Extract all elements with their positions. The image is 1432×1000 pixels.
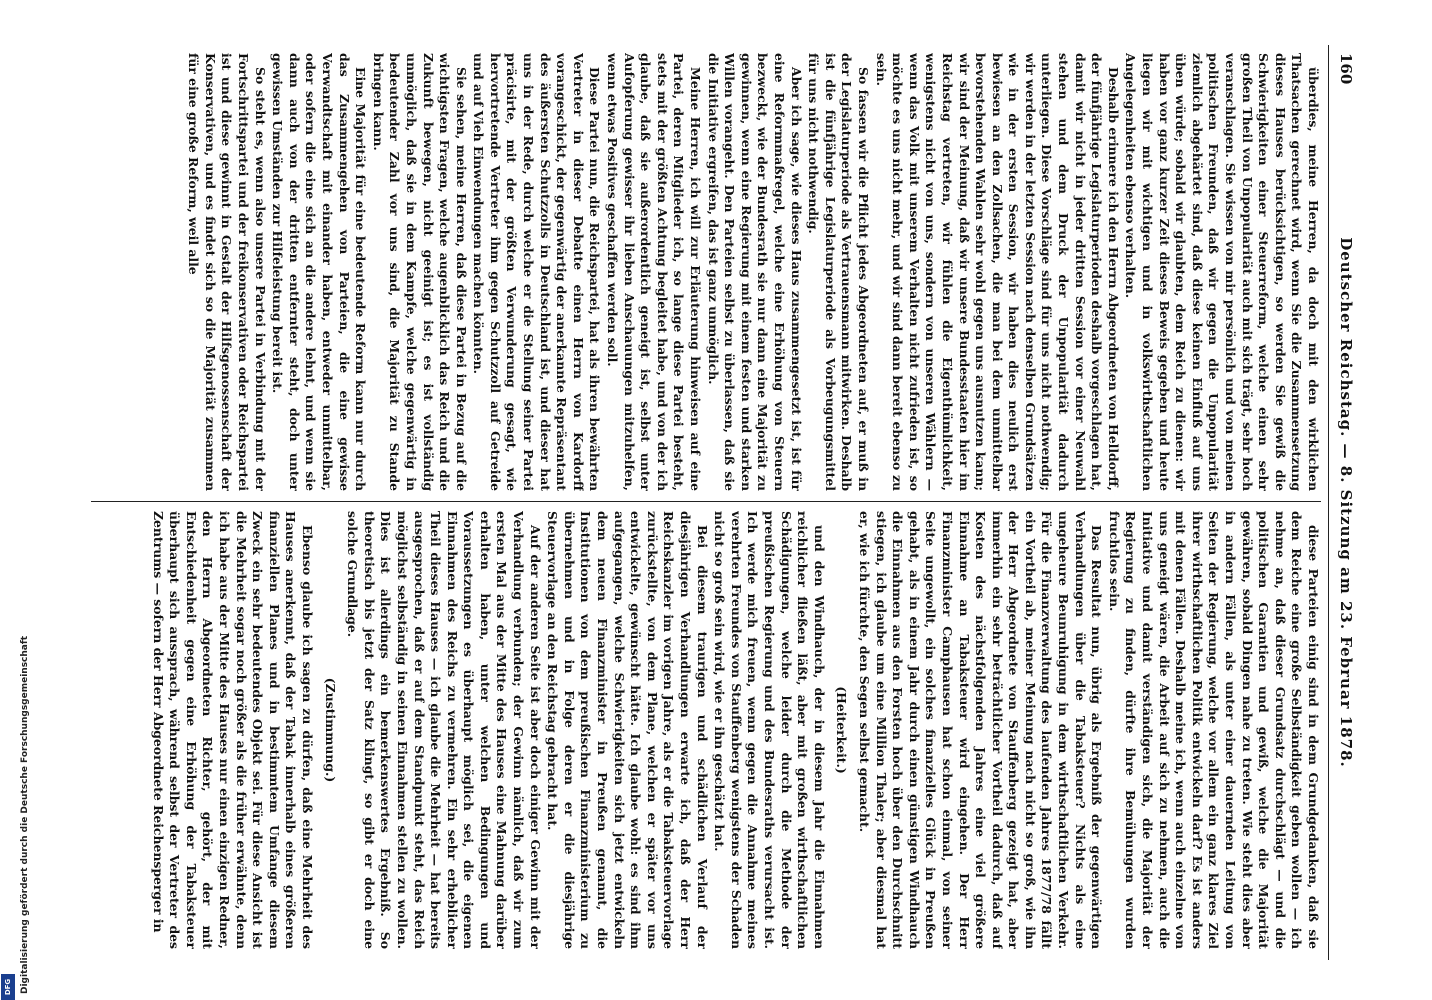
- paragraph: diese Parteien einig sind in dem Grundgedanken, daß sie dem Reiche eine große Selbständigkeit geben wollen — ich nehme an, daß dieser Grundsatz durchschlägt — und die politischen Garantien und gewiß, welche die Majorität gewähren, sobald Dingen nahe zu treten. Wie steht dies aber in andern Fällen, als unter einer dauernden Leitung von Seiten der Regierung, welche vor allem ein ganz klares Ziel ihrer wirthschaftlichen Politik entwickeln darf? Es ist anders mit denen Fällen. Deshalb meine ich, wenn auch einzelne von uns geneigt wären, die Arbeit auf sich zu nehmen, auch die Initiative und damit verständigen sich, die Majorität der Regierung zu finden, dürfte ihre Bemühungen wurden fruchtlos sein.: [1106, 511, 1321, 949]
- paragraph: Auf der anderen Seite ist aber doch einiger Gewinn mit der Verhandlung verbunden; der Gewinn nämlich, daß wir zum ersten Mal aus der Mitte des Hauses eine Mahnung darüber erhalten haben, unter welchen Bedingungen und Voraussetzungen es überhaupt möglich sei, die eigenen Einnahmen des Reichs zu vermehren. Ein sehr erheblicher Theil dieses Hauses — ich glaube die Mehrheit — hat bereits ausgesprochen, daß er auf dem Standpunkt steht, das Reich möglichst selbständig in seinen Einnahmen stellen zu wollen. Dies ist allerdings ein bemerkenswertes Ergebniß. So theoretisch bis jetzt der Satz klingt, so gibt er doch eine solche Grundlage.: [345, 511, 543, 949]
- stage-direction: (Zustimmung.): [322, 677, 338, 783]
- paragraph: und den Windhauch, der in diesem Jahr die Einnahmen reichlicher fließen läßt, aber mit großen wirthschaftlichen Schädigungen, welche leider durch die Methode der preußischen Regierung und des Bundesraths verursacht ist. Ich werde mich freuen, wenn gegen die Annahme meines verehrten Freundes von Stauffenberg wenigstens der Schaden nicht so groß sein wird, wie er ihn geschätzt hat.: [712, 511, 827, 949]
- paragraph: So steht es, wenn also unsere Partei in Verbindung mit der Fortschrittspartei und der freikonservativen oder Reichspartei ist und diese gewinnt in Gestalt der Hilfsgenossenschaft der Konservativen, und es findet sich so die Majorität zusammen für eine große Reform, weil alle: [186, 53, 268, 491]
- paragraph: Bei diesem traurigen und schädlichen Verlauf der diesjährigen Verhandlungen erwarte ich, daß der Herr Reichskanzler im vorigen Jahre, als er die Tabaksteuervorlage zurückstellte, von dem Plane, welchen er später vor uns entwickelte, gewünscht hätte. Ich glaube wohl: es sind ihm aufgegangen, welche Schwierigkeiten sich jetzt entwickeln dem neuen Finanzminister in Preußen genannt, die Institutionen von dem preußischen Finanzministerium zu übernehmen und in Folge deren er die diesjährige Steuervorlage an den Reichstag gebracht hat.: [545, 511, 710, 949]
- credit-text: Digitalisierung gefördert durch die Deutsche Forschungsgemeinschaft: [20, 635, 30, 994]
- digitization-credit: [2, 574, 30, 994]
- right-column: [86, 511, 1321, 949]
- column-divider: [91, 501, 1321, 502]
- stage-direction: (Heiterkeit.): [834, 686, 850, 774]
- paragraph: So fassen wir die Pflicht jedes Abgeordneten auf, er muß in der Legislaturperiode als Vertrauensmann mitwirken. Deshalb ist die fünfjährige Legislaturperiode als Vorbeugungsmittel für uns nicht nothwendig.: [806, 53, 871, 491]
- paragraph: Deshalb erinnere ich den Herrn Abgeordneten von Helldorff, der fünfjährige Legislaturperioden deshalb vorgeschlagen hat, damit wir nicht in jeder dritten Session vor einer Neuwahl stehen und dem Druck der Unpopularität dadurch unterliegen. Diese Vorschläge sind für uns nicht nothwendig; wir werden in der letzten Session nach denselben Grundsätzen wie in der ersten Session, wir haben dies neulich erst bewiesen an den Zollsachen, die man bei dem unmittelbar bevorstehenden Wahlen sehr wohl gegen uns ausnutzen kann; wir sind der Meinung, daß wir unsere Bundesstaaten hier im Reichstag vertreten, wir fühlen die Eigenthümlichkeit, wenigstens nicht von uns, sondern von unseren Wählern — wenn das Volk mit unserem Verhalten nicht zufrieden ist, so möchte es uns nicht mehr, und wir sind dann bereit ebenso zu sein.: [873, 53, 1121, 491]
- paragraph: Ebenso glaube ich sagen zu dürfen, daß eine Mehrheit des Hauses anerkennt, daß der Tabak innerhalb eines größeren finanziellen Planes und in bestimmtem Umfange diesem Zweck ein sehr bedeutendes Objekt sei. Für diese Ansicht ist die Mehrheit sogar noch größer als die früher erwähnte, denn ich habe aus der Mitte des Hauses nur einen einzigen Redner, den Herrn Abgeordneten Richter, gehört, der mit Entschiedenheit gegen eine Erhöhung der Tabaksteuer überhaupt sich aussprach, während selbst der Vertreter des Zentrums — sofern der Herr Abgeordnete Reichensperger in: [150, 511, 315, 949]
- paragraph: Meine Herren, ich will zur Erläuterung hinweisen auf eine Partei, deren Mitglieder ich, so lange diese Partei besteht, stets mit der größten Achtung begleitet habe, und von der ich glaube, daß sie außerordentlich geneigt ist, selbst unter Aufopferung gewisser ihr lieben Anschauungen mitzuhelfen, wenn etwas Positives geschaffen werden soll.: [605, 53, 704, 491]
- running-title: Deutscher Reichstag. — 8. Sitzung am 23. Februar 1878.: [1337, 237, 1355, 768]
- paragraph: Sie sehen, meine Herren, daß diese Partei in Bezug auf die wichtigsten Fragen, welche augenblicklich das Reich und die Zukunft bewegen, nicht geeinigt ist; es ist vollständig unmöglich, daß sie in dem Kampfe, welche gegenwärtig in bedeutender Zahl vor uns sind, die Majorität zu Stande bringen kann.: [370, 53, 469, 491]
- page-header: [1328, 45, 1365, 960]
- paragraph: überdies, meine Herren, da doch mit den wirklichen Thatsachen gerechnet wird, wenn Sie die Zusammensetzung dieses Hauses berücksichtigen, so werden Sie gewiß die Schwierigkeiten einer Steuerreform, welche einen sehr großen Theil von Unpopularität auch mit sich trägt, sehr hoch veranschlagen. Sie wissen von mir persönlich und von meinen politischen Freunden, daß wir gegen die Unpopularität ziemlich abgehärtet sind, daß diese keinen Einfluß auf uns üben würde; sobald wir glaubten, dem Reich zu dienen: wir haben vor ganz kurzer Zeit dieses Beweis gegeben und heute liegen wir mit wichtigen und in volkswirthschaftlichen Angelegenheiten ebenso verhalten.: [1123, 53, 1321, 491]
- paragraph: Aber ich sage, wie dieses Haus zusammengesetzt ist, ist für eine Reformmaßregel, welche eine Erhöhung von Steuern bezweckt, wie der Bundesrath sie nur dann eine Majorität zu gewinnen, wenn eine Regierung mit einem festen und starken Willen vorangeht. Den Parteien selbst zu überlassen, daß sie die Initiative ergreifen, das ist ganz unmöglich.: [705, 53, 804, 491]
- page-number: 160: [1337, 53, 1355, 85]
- paragraph: Das Resultat nun, übrig als Ergebniß der gegenwärtigen Verhandlungen über die Tabaksteuer? Nichts als eine ungeheure Beunruhigung in dem wirthschaftlichen Verkehr. Für die Finanzverwaltung des laufenden Jahres 1877/78 fällt ein Vortheil ab, meiner Meinung nach nicht so groß, wie ihn der Herr Abgeordnete von Stauffenberg gezeigt hat, aber immerhin ein sehr beträchtlicher Vortheil dadurch, daß auf Kosten des nächstfolgenden Jahres eine viel größere Einnahme an Tabaksteuer wird eingehen. Der Herr Finanzminister Camphausen hat schon einmal, von seiner Seite ungewollt, ein solches finanzielles Glück in Preußen gehabt, als in einem Jahr durch einen günstigen Windhauch die Einnahmen aus den Forsten hoch über den Durchschnitt stiegen, ich glaube um eine Million Thaler; aber diesmal hat er, wie ich fürchte, den Segen selbst gemacht.: [856, 511, 1105, 949]
- scanned-page: [80, 45, 1365, 960]
- dfg-logo-icon: [1, 974, 15, 1000]
- paragraph: Diese Partei nun, die Reichspartei, hat als ihren bewährten Vertreter in dieser Debatte einen Herrn von Kardorff vorangeschickt, der gegenwärtig der anerkannte Repräsentant des äußersten Schutzzolls in Deutschland ist, und dieser hat uns in der Rede, durch welche er die Stellung seiner Partei präcisirte, mit der größten Verwunderung gesagt, wie hervortretende Vertreter ihm gegen Schutzzoll auf Getreide und auf Vieh Einwendungen machen könnten.: [471, 53, 603, 491]
- left-column: [86, 53, 1321, 491]
- paragraph: Eine Majorität für eine bedeutende Reform kann nur durch das Zusammengehen von Parteien, die eine gewisse Verwandtschaft mit einander haben, entweder unmittelbar, oder sofern die eine sich an die andere lehnt, und wenn sie dann auch von der dritten entfernter steht, doch unter gewissen Umständen zur Hilfeleistung bereit ist.: [270, 53, 369, 491]
- logo-text: DFG: [4, 978, 12, 996]
